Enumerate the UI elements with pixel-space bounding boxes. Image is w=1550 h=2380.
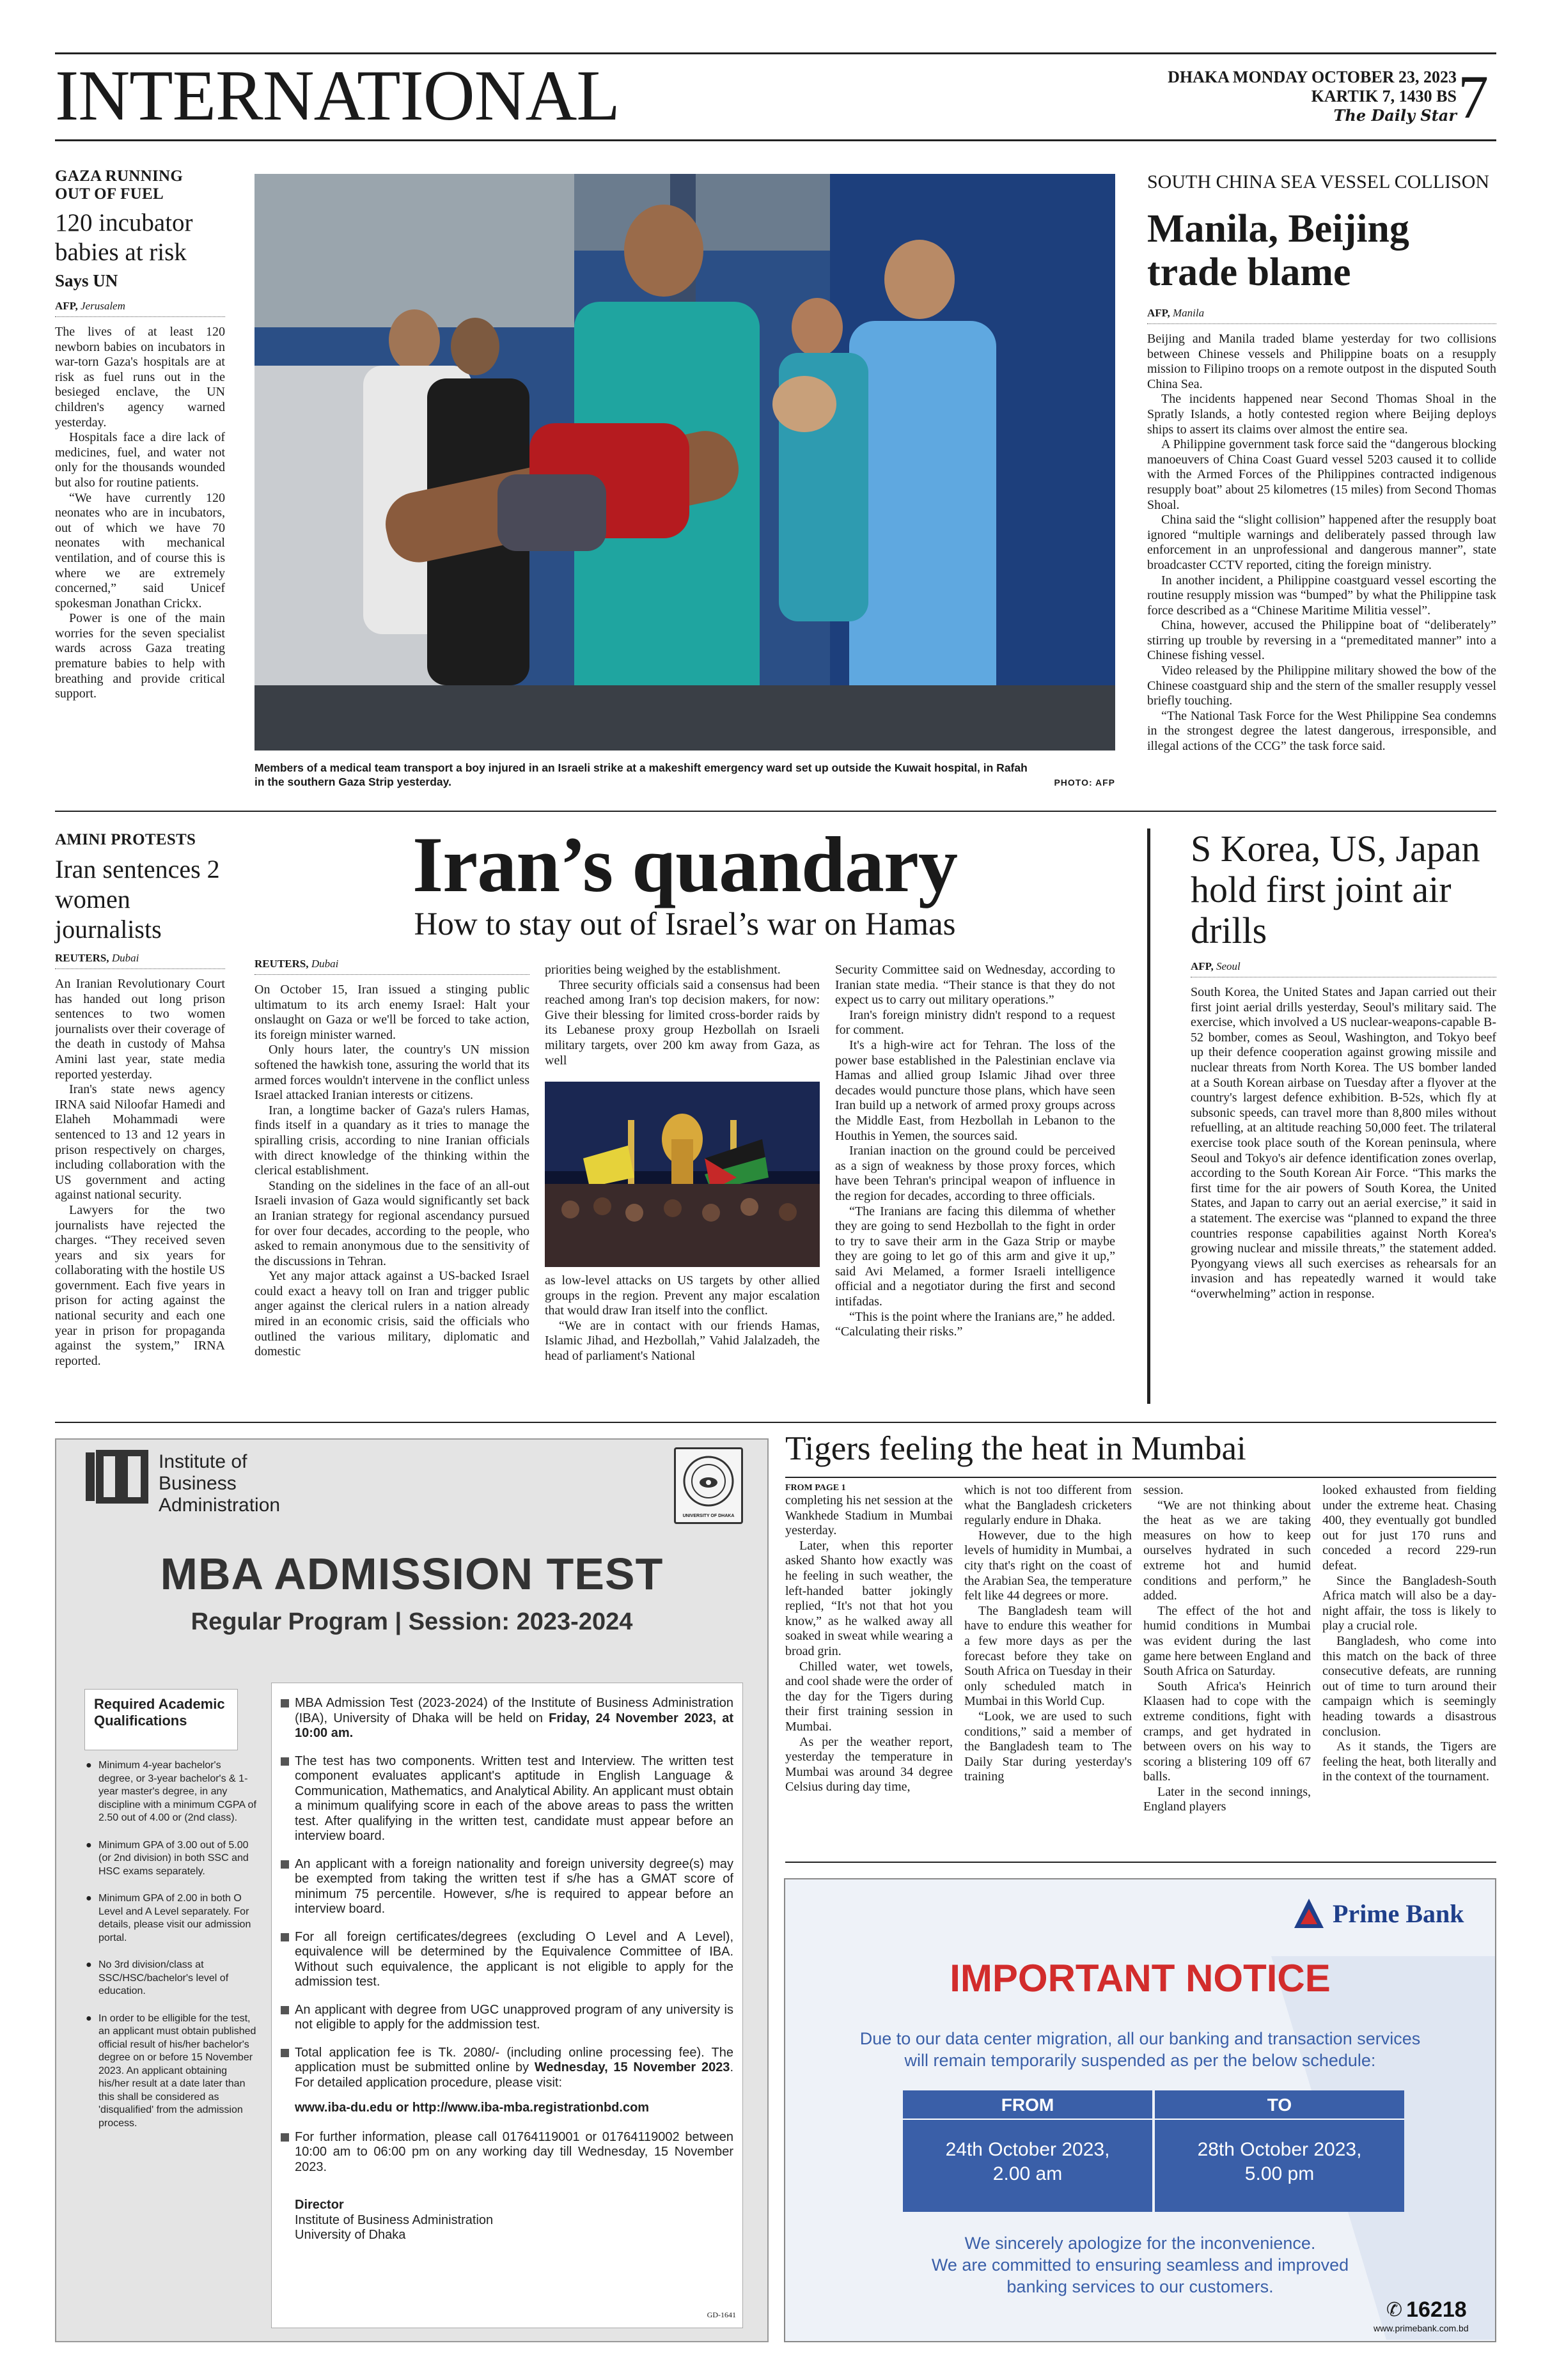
korea-vertical-rule (1147, 828, 1150, 1404)
amini-paragraph: Iran's state news agency IRNA said Niloofar Hamedi and Elaheh Mohammadi were sentenced to 13 and 12 years in prison respectively on charges, including collaboration with the US government and acting against national security. (55, 1082, 225, 1202)
iran-byline (254, 958, 529, 975)
requirement-item: ● Minimum GPA of 3.00 out of 5.00 (or 2nd division) in both SSC and HSC exams separately. (86, 1839, 249, 1877)
dateline: DHAKA MONDAY OCTOBER 23, 2023 (1168, 68, 1457, 86)
iran-paragraph: as low-level attacks on US targets by other allied groups in the region. Prevent any major escalation that would draw Iran itself into the conflict. (545, 1273, 820, 1318)
iran-col-1 (254, 958, 529, 1411)
from-label: FROM (903, 2090, 1152, 2120)
iran-col-2b (545, 1273, 820, 1413)
korea-body (1191, 985, 1496, 1394)
tigers-paragraph: Bangladesh, who come into this match on the back of three consecutive defeats, are running out of time to turn around their campaign which is seemingly heading towards a disastrous conclusion. (1322, 1633, 1496, 1739)
amini-byline-place: Dubai (111, 952, 139, 964)
tigers-paragraph: session. (1143, 1483, 1184, 1497)
paper-name: The Daily Star (1333, 106, 1457, 125)
ad-code: GD-1641 (707, 2310, 736, 2319)
iba-note (281, 1857, 733, 1917)
page-number: 7 (1458, 63, 1489, 131)
tigers-paragraph: However, due to the high levels of humidity in Mumbai, a city that's right on the coast of the Arabian Sea, the temperature felt like 44 degrees or more. (964, 1528, 1132, 1603)
apology-line: banking services to our customers. (1006, 2277, 1274, 2296)
iba-institute-name (159, 1451, 280, 1516)
iran-col-2a (545, 963, 820, 1075)
iran-paragraph: priorities being weighed by the establishment. (545, 963, 781, 977)
main-photo-caption: Members of a medical team transport a boy injured in an Israeli strike at a makeshift emergency ward set up outside the Kuwait hospital, in Rafah in the southern Gaza Strip yesterday. (254, 761, 1028, 788)
iran-col-3 (835, 963, 1115, 1410)
main-photo-caption-block (254, 761, 1115, 789)
requirement-text: Minimum 4-year bachelor's degree, or 3-year bachelor's & 1-year master's degree, in any discipline with a minimum CGPA of 2.50 out of 4.00 or (2nd class). (98, 1760, 256, 1823)
seal-caption: UNIVERSITY OF DHAKA (682, 1514, 735, 1518)
korea-byline (1191, 960, 1496, 977)
tigers-col-4 (1322, 1483, 1496, 1854)
tehran-rally-photo (545, 1082, 820, 1267)
signature-line: University of Dhaka (295, 2228, 406, 2242)
gaza-headline: 120 incubator babies at risk (55, 209, 193, 266)
gaza-paragraph: Hospitals face a dire lack of medicines, fuel, and water not only for the thousands wounded but also for routine patients. (55, 430, 225, 490)
iran-byline-agency: REUTERS, (254, 958, 309, 970)
prime-bank-logo (1293, 1897, 1464, 1929)
req-title: Required Academic Qualifications (94, 1696, 225, 1729)
iba-name-line: Business (159, 1473, 237, 1494)
iran-paragraph: It's a high-wire act for Tehran. The loss of the power base established in the Palestinian enclave via Hamas and allied group Islamic Jihad over three decades would puncture those plans, which have seen Iran build up a network of armed proxy groups across the Middle East, from Hezbollah in Lebanon to the Houthis in Yemen, the sources said. (835, 1038, 1115, 1143)
tigers-paragraph: Later, when this reporter asked Shanto how exactly was he feeling in such weather, the left-handed batter jokingly replied, “It's not that hot you know,” as he walked away all soaked in sweat while wearing a broad grin. (785, 1538, 953, 1658)
bank-name: Prime Bank (1333, 1899, 1464, 1928)
gaza-kicker-2: OUT OF FUEL (55, 185, 164, 203)
iba-note (281, 2003, 733, 2033)
iba-note (281, 1696, 733, 1741)
tigers-col-1 (785, 1483, 953, 1851)
iran-paragraph: Iran, a longtime backer of Gaza's rulers Hamas, finds itself in a quandary as it tries to manage the spiralling crisis, according to nine Iranian officials with direct knowledge of the thinking within the clerical establishment. (254, 1103, 529, 1178)
requirement-text: In order to be elligible for the test, an applicant must obtain published official result of his/her bachelor's degree on or before 15 November 2023. An applicant obtaining his/her result at a date later than this shall be considered as 'disqualified' from the admission process. (98, 2012, 256, 2129)
main-photo (254, 174, 1115, 751)
iran-byline-place: Dubai (311, 958, 339, 970)
iba-note (281, 2130, 733, 2175)
masthead-dateblock (1113, 68, 1457, 125)
gaza-byline (55, 300, 225, 317)
prime-bank-logo-icon (1293, 1897, 1325, 1929)
notice-message (785, 2028, 1495, 2071)
iba-advertisement (55, 1438, 769, 2342)
requirement-text: No 3rd division/class at SSC/HSC/bachelor's level of education. (98, 1959, 229, 1996)
main-photo-credit: PHOTO: AFP (1054, 777, 1115, 788)
scs-kicker: SOUTH CHINA SEA VESSEL COLLISON (1147, 171, 1490, 192)
scs-byline-place: Manila (1173, 307, 1205, 319)
requirement-text: Minimum GPA of 3.00 out of 5.00 (or 2nd division) in both SSC and HSC exams separately. (98, 1839, 249, 1877)
gaza-body (55, 325, 225, 780)
amini-headline: Iran sentences 2 women journalists (55, 855, 220, 944)
requirement-item: ● No 3rd division/class at SSC/HSC/bachelor's level of education. (86, 1959, 229, 1996)
amini-kicker: AMINI PROTESTS (55, 831, 196, 848)
iran-paragraph: “This is the point where the Iranians are,” he added. “Calculating their risks.” (835, 1309, 1115, 1339)
tigers-paragraph: looked exhausted from fielding under the extreme heat. Chasing 400, they eventually got bundled out for just 170 runs and conceded a record 229-run defeat. (1322, 1483, 1496, 1573)
iba-logo-mark (84, 1450, 148, 1504)
tigers-col-1-body (785, 1493, 953, 1851)
tigers-paragraph: Later in the second innings, England players (1143, 1784, 1311, 1814)
iran-paragraph: On October 15, Iran issued a stinging public ultimatum to its arch enemy Israel: Halt your onslaught on Gaza or we'll be forced to take action, its foreign minister warned. (254, 983, 529, 1042)
scs-paragraph: Video released by the Philippine military showed the bow of the Chinese coastguard ship and the stern of the smaller resupply vessel briefly touching. (1147, 664, 1496, 708)
iran-paragraph: Yet any major attack against a US-backed Israel could exact a heavy toll on Iran and trigger public anger against the clerical rulers in a nation already mired in an economic crisis, said the officials who outlined the various military, diplomatic and domestic (254, 1269, 529, 1359)
scs-story (1147, 171, 1496, 806)
tigers-rule (785, 1477, 1496, 1478)
hotline-number: 16218 (1406, 2298, 1467, 2322)
iba-name-line: Institute of (159, 1451, 247, 1472)
scs-paragraph: China said the “slight collision” happened after the resupply boat ignored “multiple warnings and deliberately passed through law enforcement in an unprofessional and dangerous manner”, state broadcaster CCTV reported, citing the foreign ministry. (1147, 513, 1496, 572)
masthead-top-rule (55, 52, 1496, 54)
iba-note (281, 1930, 733, 1990)
iba-note (281, 2046, 733, 2091)
iran-col-1-body (254, 983, 529, 1411)
iba-website-link[interactable]: www.iba-du.edu or http://www.iba-mba.registrationbd.com (295, 2101, 650, 2115)
tigers-paragraph: The effect of the hot and humid conditions in Mumbai was evident during the last game here between England and South Africa on Saturday. (1143, 1603, 1311, 1679)
rally-scene-image (545, 1082, 820, 1267)
iran-subhead: How to stay out of Israel’s war on Hamas (414, 906, 956, 942)
tigers-paragraph: Since the Bangladesh-South Africa match will also be a day-night affair, the toss is likely to play a crucial role. (1322, 1573, 1496, 1633)
iran-paragraph: Security Committee said on Wednesday, according to Iranian state media. “Their stance is that they do not expect us to carry out military operations.” (835, 963, 1115, 1007)
bank-website[interactable]: www.primebank.com.bd (1374, 2323, 1469, 2333)
scs-body (1147, 332, 1496, 806)
from-value (903, 2120, 1152, 2186)
iba-note (281, 1754, 733, 1844)
scs-paragraph: “The National Task Force for the West Philippine Sea condemns in the strongest degree the latest dangerous, irresponsible, and illegal actions of the CCG” the task force said. (1147, 708, 1496, 754)
scs-byline (1147, 307, 1496, 324)
iran-paragraph: Iran's foreign ministry didn't respond to a request for comment. (835, 1007, 1115, 1038)
req-title-box (84, 1689, 238, 1750)
tigers-paragraph: South Africa's Heinrich Klaasen had to cope with the extreme conditions, fight with cramps, and get hydrated in between overs on his way to scoring a blistering 109 off 67 balls. (1143, 1679, 1311, 1784)
from-time: 2.00 am (992, 2163, 1063, 2184)
tigers-col-2 (964, 1483, 1132, 1854)
amini-paragraph: An Iranian Revolutionary Court has handed out long prison sentences to two women journalists over their coverage of the death in custody of Mahsa Amini last year, state media reported yesterday. (55, 977, 225, 1082)
note-text: An applicant with degree from UGC unapproved program of any university is not eligible to apply for the addmission test. (295, 2002, 733, 2032)
note-emphasis: Friday, 24 November 2023, at 10:00 am. (295, 1711, 733, 1740)
to-value (1155, 2120, 1404, 2186)
masthead-bottom-rule (55, 139, 1496, 141)
iran-paragraph: “We are in contact with our friends Hamas, Islamic Jihad, and Hezbollah,” Vahid Jalalzadeh, the head of parliament's National (545, 1318, 820, 1363)
scs-paragraph: In another incident, a Philippine coastguard vessel escorting the routine resupply mission was “bumped” by what the Philippine task force described as a “Chinese Maritime Militia vessel”. (1147, 573, 1496, 618)
tigers-paragraph: As per the weather report, yesterday the temperature in Mumbai was around 34 degree Celsius during day time, (785, 1734, 953, 1794)
gaza-paragraph: Power is one of the main worries for the seven specialist wards across Gaza treating premature babies to help with breathing and provide critical support. (55, 611, 225, 701)
amini-byline-agency: REUTERS, (55, 952, 109, 964)
iran-paragraph: “The Iranians are facing this dilemma of whether they are going to send Hezbollah to the fight in order to try to save their arm in the Gaza Strip or maybe they are going to let go of this arm and give it up,” said Avi Melamed, a former Israeli intelligence official and a negotiator during the first and second intifadas. (835, 1204, 1115, 1309)
tigers-from-page: FROM PAGE 1 (785, 1483, 846, 1493)
prime-bank-advertisement (784, 1878, 1496, 2342)
requirement-item: ● Minimum GPA of 2.00 in both O Level and A Level separately. For details, please visit our admission portal. (86, 1893, 251, 1943)
requirement-item: ● Minimum 4-year bachelor's degree, or 3-year bachelor's & 1-year master's degree, in any discipline with a minimum CGPA of 2.50 out of 4.00 or (2nd class). (86, 1760, 256, 1823)
hospital-scene-image (254, 174, 1115, 751)
korea-headline: S Korea, US, Japan hold first joint air drills (1191, 828, 1480, 951)
signature-title: Director (295, 2198, 344, 2212)
korea-byline-agency: AFP, (1191, 960, 1214, 972)
requirement-item: ● In order to be elligible for the test, an applicant must obtain published official result of his/her bachelor's degree on or before 15 November 2023. An applicant obtaining his/her result at a date later than this shall be considered as 'disqualified' from the admission process. (86, 2012, 256, 2129)
note-text: Total application fee is Tk. 2080/- (including online processing fee). The application must be submitted online by (295, 2045, 733, 2074)
from-box (903, 2090, 1152, 2212)
notice-line: Due to our data center migration, all our banking and transaction services (859, 2029, 1421, 2048)
kartik-date: KARTIK 7, 1430 BS (1311, 87, 1457, 105)
amini-byline (55, 952, 225, 969)
amini-paragraph: Lawyers for the two journalists have rejected the charges. “They received seven years and six years for collaborating with the hostile US government. Each five years in prison for acting against the national security and each one year in prison for propaganda against the system,” IRNA reported. (55, 1202, 225, 1368)
notice-line: will remain temporarily suspended as per the below schedule: (904, 2051, 1376, 2070)
section-divider (55, 1422, 1496, 1423)
tigers-paragraph: “Look, we are used to such conditions,” said a member of the Bangladesh team to The Daily Star during yesterday's training (964, 1709, 1132, 1784)
tigers-paragraph: Chilled water, wet towels, and cool shade were the order of the day for the Tigers during their first training session in Mumbai. (785, 1659, 953, 1734)
tigers-paragraph: The Bangladesh team will have to endure this weather for a few more days as per the forecast before they take on South Africa on Tuesday in their only scheduled match in Mumbai in this World Cup. (964, 1603, 1132, 1709)
scs-headline: Manila, Beijing trade blame (1147, 207, 1409, 294)
to-date: 28th October 2023, (1197, 2139, 1362, 2160)
requirement-text: Minimum GPA of 2.00 in both O Level and A Level separately. For details, please visit our admission portal. (98, 1893, 251, 1943)
gaza-byline-agency: AFP, (55, 300, 78, 312)
hotline (1386, 2298, 1467, 2322)
gaza-paragraph: “We have currently 120 neonates who are in incubators, out of which we have 70 neonates with mechanical ventilation, and of course this is where we are extremely concerned,” said Unicef spokesman Jonathan Crickx. (55, 490, 225, 611)
section-divider (55, 811, 1496, 812)
gaza-story (55, 167, 225, 780)
dhaka-university-seal (674, 1447, 743, 1524)
gaza-byline-place: Jerusalem (81, 300, 125, 312)
amini-body (55, 977, 225, 1405)
section-divider (785, 1862, 1496, 1863)
to-label: TO (1155, 2090, 1404, 2120)
scs-paragraph: The incidents happened near Second Thomas Shoal in the Spratly Islands, a hotly contested region where Beijing deploys ships to assert its claims over almost the entire sea. (1147, 392, 1496, 437)
tigers-paragraph: completing his net session at the Wankhede Stadium in Mumbai yesterday. (785, 1493, 953, 1538)
mba-test-title: MBA ADMISSION TEST (160, 1549, 664, 1599)
phone-icon: ✆ (1386, 2299, 1403, 2321)
iran-paragraph: Standing on the sidelines in the face of an all-out Israeli invasion of Gaza would significantly set back an Iranian strategy for regional ascendancy pursued for over four decades, according to the people, who asked to remain anonymous due to the sensitivity of the discussions in Tehran. (254, 1178, 529, 1268)
iba-signature (281, 2198, 733, 2243)
scs-paragraph: A Philippine government task force said the “dangerous blocking manoeuvers of China Coast Guard vessel 5203 caused it to collide with the Armed Forces of the Philippines contracted indigenous resupply boat” about 25 kilometres (15 miles) from Second Thomas Shoal. (1147, 437, 1496, 512)
gaza-paragraph: The lives of at least 120 newborn babies on incubators in war-torn Gaza's hospitals are at risk as fuel runs out in the besieged enclave, the UN children's agency warned yesterday. (55, 325, 225, 430)
mba-test-subtitle: Regular Program | Session: 2023-2024 (191, 1608, 633, 1635)
note-text: For all foreign certificates/degrees (excluding O Level and A Level), equivalence will be determined by the Equivalence Committee of IBA. Without such equivalence, the applicant is not eligible to apply for the admission test. (295, 1929, 733, 1989)
korea-story (1191, 828, 1496, 1394)
tigers-paragraph: As it stands, the Tigers are feeling the heat, both literally and in the context of the tournament. (1322, 1739, 1496, 1784)
amini-story (55, 831, 225, 1405)
iran-paragraph: Three security officials said a consensus had been reached among Iran's top decision makers, for now: Give their blessing for limited cross-border raids by its Lebanese proxy group Hezbollah on Israeli military targets, over 200 km away from Gaza, as well (545, 977, 820, 1068)
iran-paragraph: Only hours later, the country's UN mission softened the hawkish tone, assuring the world that its armed forces wouldn't intervene in the conflict unless Israel attacked Iranian interests or citizens. (254, 1043, 529, 1103)
iba-name-line: Administration (159, 1495, 281, 1516)
iran-paragraph: Iranian inaction on the ground could be perceived as a sign of weakness by those proxy forces, which have been Tehran's principal weapon of influence in the region for decades, according to three officials. (835, 1144, 1115, 1203)
tigers-col-3 (1143, 1483, 1311, 1854)
signature-line: Institute of Business Administration (295, 2213, 494, 2227)
note-tail: . For detailed application procedure, please visit: (295, 2060, 733, 2090)
note-emphasis: Wednesday, 15 November 2023 (534, 2060, 730, 2074)
notice-title: IMPORTANT NOTICE (950, 1957, 1331, 2000)
requirements-list (84, 1759, 257, 2130)
tigers-headline: Tigers feeling the heat in Mumbai (785, 1430, 1246, 1467)
tigers-paragraph: “We are not thinking about the heat as we are taking measures on how to keep ourselves hydrated in such extreme hot and humid conditions and perform,” he added. (1143, 1498, 1311, 1603)
scs-paragraph: Beijing and Manila traded blame yesterday for two collisions between Chinese vessels and Philippine boats on a resupply mission to Filipino troops on a remote outpost in the disputed South China Sea. (1147, 332, 1496, 391)
apology-line: We are committed to ensuring seamless and improved (931, 2255, 1349, 2275)
contact-text: For further information, please call 01764119001 or 01764119002 between 10:00 am to 06:00 pm on any working day till Wednesday, 15 November 2023. (295, 2129, 733, 2174)
tigers-paragraph: which is not too different from what the Bangladesh cricketers regularly endure in Dhaka. (964, 1483, 1132, 1528)
gaza-subhead: Says UN (55, 271, 118, 290)
iran-headline: Iran’s quandary (412, 821, 958, 908)
note-text: MBA Admission Test (2023-2024) of the Institute of Business Administration (IBA), University of Dhaka will be held on (295, 1696, 733, 1725)
korea-byline-place: Seoul (1216, 960, 1241, 972)
to-box (1155, 2090, 1404, 2212)
scs-byline-agency: AFP, (1147, 307, 1170, 319)
apology-line: We sincerely apologize for the inconvenience. (964, 2234, 1316, 2253)
note-text: An applicant with a foreign nationality and foreign university degree(s) may be exempted from taking the written test if s/he has a GMAT score of minimum 75 percentile. However, s/he is required to appear before an interview board. (295, 1856, 733, 1916)
from-date: 24th October 2023, (945, 2139, 1110, 2160)
korea-paragraph: South Korea, the United States and Japan carried out their first joint aerial drills yesterday, Seoul's military said. The exercise, which involved a US nuclear-weapons-capable B-52 bomber, comes as Seoul, Washington, and Tokyo beef up their defence cooperation against growing missile and nuclear threats from North Korea. The US bomber landed at a South Korean airbase on Tuesday after a flyover at the country's largest defence exhibition. B-52s, which fly at subsonic speeds, can travel more than 8,800 miles without refuelling, at an altitude reaching 50,000 feet. The trilateral exercise took place south of the Korean peninsula, where Seoul and Tokyo's air defence identification zones overlap, according to the South Korean Air Force. “This marks the first time for the air powers of South Korea, the United States, and Japan to carry out an aerial exercise,” it said in a statement. The exercise was “planned to expand the three countries response capabilities against North Korea's growing nuclear and missile threats,” the statement added. Pyongyang views all such exercises as rehearsals for an invasion and has repeatedly warned it would take “overwhelming” action in response. (1191, 985, 1496, 1301)
university-seal-icon (676, 1449, 741, 1522)
note-text: The test has two components. Written test and Interview. The written test component evaluates applicant's aptitude in English Language & Communication, Mathematics, and Analytical Ability. An applicant must obtain a minimum qualifying score in each of the above areas to pass the written test. After qualifying in the written test, candidate must appear before an interview board. (295, 1754, 733, 1843)
scs-paragraph: China, however, accused the Philippine boat of “deliberately” stirring up trouble by reversing in a “premeditated manner” into a Chinese fishing vessel. (1147, 618, 1496, 663)
gaza-kicker-1: GAZA RUNNING (55, 167, 184, 185)
section-title: INTERNATIONAL (55, 56, 620, 136)
apology-message (785, 2232, 1495, 2298)
to-time: 5.00 pm (1244, 2163, 1315, 2184)
iba-notice-box (271, 1683, 743, 2328)
iba-logo (84, 1450, 148, 1504)
